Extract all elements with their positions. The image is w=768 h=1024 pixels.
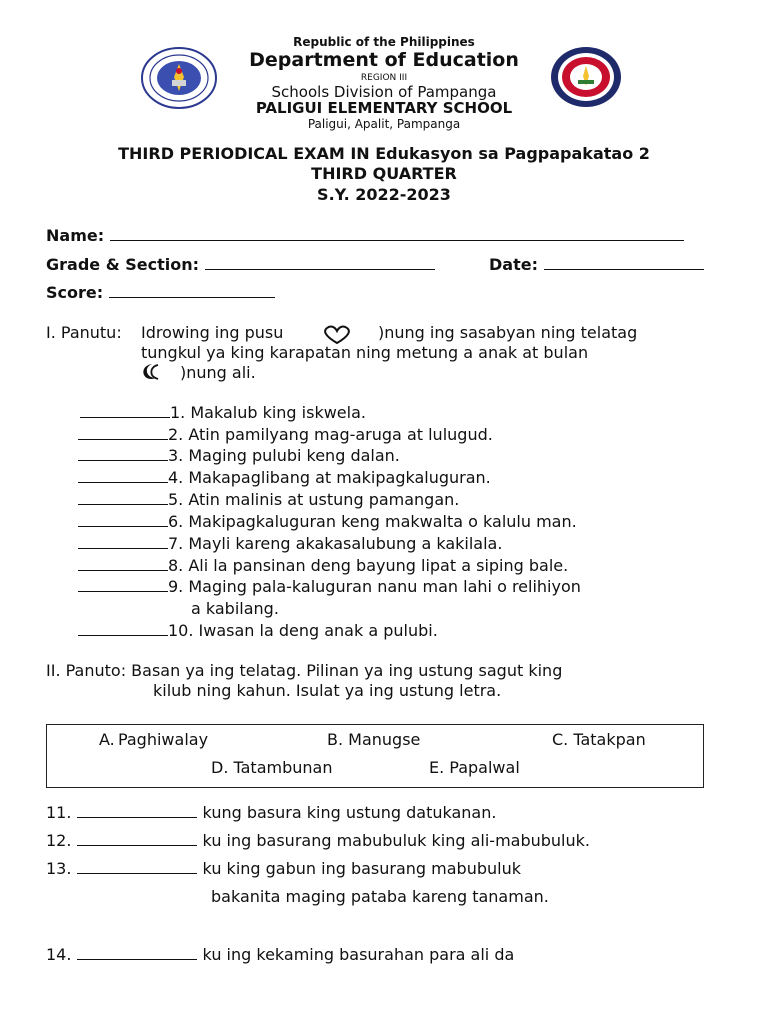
region-text: REGION III — [360, 73, 408, 83]
answer-blank[interactable] — [78, 490, 168, 505]
name-label: Name: — [46, 226, 105, 245]
answer-blank[interactable] — [80, 403, 170, 418]
choice-a: A. Paghiwalay — [99, 730, 209, 749]
answer-blank[interactable] — [78, 468, 168, 483]
answer-blank[interactable] — [78, 556, 168, 571]
choice-b: B. Manugse — [327, 730, 421, 749]
department-title: Department of Education — [249, 49, 519, 71]
part1-line1b: )nung ing sasabyan ning telatag — [378, 323, 638, 342]
list-item[interactable]: 8. Ali la pansinan deng bayung lipat a siping bale. — [78, 556, 568, 575]
answer-blank[interactable] — [77, 859, 197, 874]
list-item[interactable]: 3. Maging pulubi keng dalan. — [78, 446, 400, 465]
list-item[interactable]: 10. Iwasan la deng anak a pulubi. — [78, 621, 438, 640]
school-name: PALIGUI ELEMENTARY SCHOOL — [255, 99, 513, 117]
list-item[interactable]: 1. Makalub king iskwela. — [80, 403, 366, 422]
answer-blank[interactable] — [78, 577, 168, 592]
list-item[interactable]: 5. Atin malinis at ustung pamangan. — [78, 490, 459, 509]
part1-line1a: Idrowing ing pusu — [141, 323, 284, 342]
list-item[interactable]: 13. ku king gabun ing basurang mabubuluk — [46, 859, 521, 878]
name-line[interactable] — [110, 226, 684, 241]
score-label: Score: — [46, 283, 104, 302]
exam-school-year: S.Y. 2022-2023 — [317, 185, 451, 204]
item9-continuation: a kabilang. — [191, 599, 279, 618]
answer-blank[interactable] — [77, 831, 197, 846]
list-item[interactable]: 6. Makipagkaluguran keng makwalta o kalulu man. — [78, 512, 577, 531]
name-field[interactable] — [46, 226, 684, 245]
answer-blank[interactable] — [77, 945, 197, 960]
part1-line3: )nung ali. — [180, 363, 256, 382]
part1-label: I. Panutu: — [46, 323, 122, 342]
list-item[interactable]: 4. Makapaglibang at makipagkaluguran. — [78, 468, 491, 487]
exam-title: THIRD PERIODICAL EXAM IN Edukasyon sa Pagpapakatao 2 — [118, 144, 650, 163]
date-field[interactable] — [489, 255, 704, 274]
choice-c: C. Tatakpan — [552, 730, 646, 749]
date-label: Date: — [489, 255, 538, 274]
part2-line1: II. Panuto: Basan ya ing telatag. Pilinan ya ing ustung sagut king — [46, 661, 563, 680]
list-item[interactable]: 9. Maging pala-kaluguran nanu man lahi o relihiyon — [78, 577, 581, 596]
school-address: Paligui, Apalit, Pampanga — [307, 117, 461, 131]
list-item[interactable]: 2. Atin pamilyang mag-aruga at lulugud. — [78, 425, 493, 444]
score-line[interactable] — [109, 283, 275, 298]
list-item[interactable]: 14. ku ing kekaming basurahan para ali da — [46, 945, 515, 964]
answer-blank[interactable] — [78, 534, 168, 549]
division-text: Schools Division of Pampanga — [271, 83, 497, 101]
item13-continuation: bakanita maging pataba kareng tanaman. — [211, 887, 549, 906]
choice-e: E. Papalwal — [429, 758, 520, 777]
republic-text: Republic of the Philippines — [293, 35, 475, 49]
answer-blank[interactable] — [78, 621, 168, 636]
answer-blank[interactable] — [78, 446, 168, 461]
answer-blank[interactable] — [77, 803, 197, 818]
list-item[interactable]: 11. kung basura king ustung datukanan. — [46, 803, 497, 822]
grade-section-line[interactable] — [205, 255, 435, 270]
part1-line2: tungkul ya king karapatan ning metung a anak at bulan — [141, 343, 589, 362]
score-field[interactable] — [46, 283, 275, 302]
grade-section-label: Grade & Section: — [46, 255, 199, 274]
date-line[interactable] — [544, 255, 704, 270]
grade-section-field[interactable] — [46, 255, 435, 274]
exam-quarter: THIRD QUARTER — [311, 164, 457, 183]
choice-d: D. Tatambunan — [211, 758, 333, 777]
part2-line2: kilub ning kahun. Isulat ya ing ustung letra. — [153, 681, 502, 700]
moon-icon — [138, 362, 162, 382]
answer-blank[interactable] — [78, 512, 168, 527]
list-item[interactable]: 7. Mayli kareng akakasalubung a kakilala. — [78, 534, 502, 553]
list-item[interactable]: 12. ku ing basurang mabubuluk king ali-mabubuluk. — [46, 831, 590, 850]
heart-icon — [321, 325, 353, 345]
answer-blank[interactable] — [78, 425, 168, 440]
